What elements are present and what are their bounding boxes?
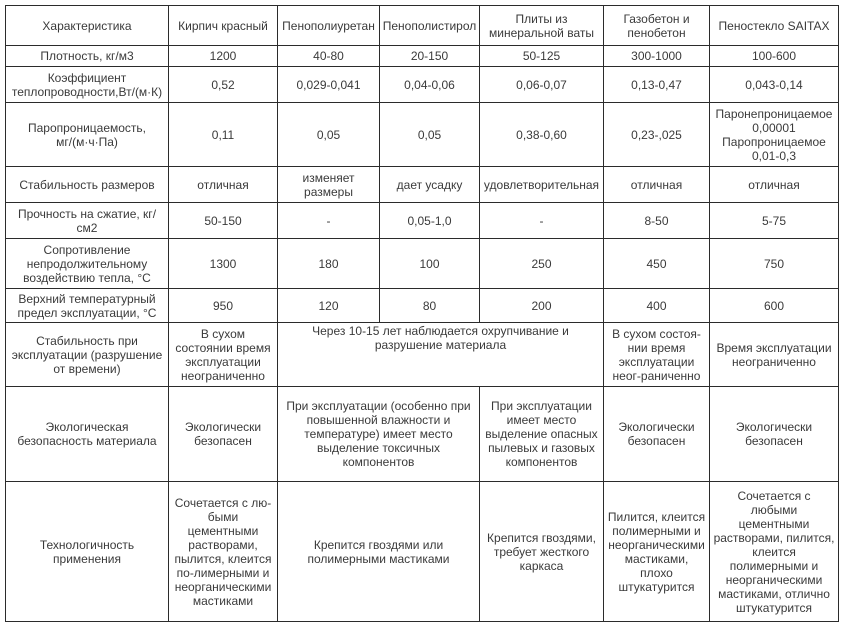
table-cell: 0,52 <box>169 67 278 103</box>
table-cell: 0,06-0,07 <box>480 67 604 103</box>
header-cell-polyurethane: Пенополиуретан <box>278 6 380 46</box>
table-cell: 50-150 <box>169 203 278 239</box>
table-cell: дает усадку <box>380 167 480 203</box>
header-cell-brick: Кирпич красный <box>169 6 278 46</box>
table-row <box>6 46 839 67</box>
table-cell: - <box>278 203 380 239</box>
table-cell: удовлетворительная <box>480 167 604 203</box>
row-label: Технологичность применения <box>6 482 169 622</box>
table-cell: 600 <box>710 289 839 323</box>
table-row <box>6 239 839 289</box>
table-cell: отличная <box>169 167 278 203</box>
table-cell: 0,043-0,14 <box>710 67 839 103</box>
table-row <box>6 67 839 103</box>
table-cell: Время эксплуатации неограниченно <box>710 323 839 387</box>
table-cell: 80 <box>380 289 480 323</box>
table-cell: В сухом состоянии время эксплуатации неограниченно <box>169 323 278 387</box>
row-label: Плотность, кг/м3 <box>6 46 169 67</box>
table-cell: 950 <box>169 289 278 323</box>
row-label: Верхний температурный предел эксплуатации, °С <box>6 289 169 323</box>
table-cell: 250 <box>480 239 604 289</box>
header-cell-characteristic: Характеристика <box>6 6 169 46</box>
header-cell-mineral-wool: Плиты из минеральной ваты <box>480 6 604 46</box>
table-cell: 0,38-0,60 <box>480 103 604 167</box>
table-cell: 0,05 <box>380 103 480 167</box>
row-label: Коэффициент теплопроводности,Вт/(м·К) <box>6 67 169 103</box>
row-label: Сопротивление непродолжительному воздействию тепла, °С <box>6 239 169 289</box>
table-cell: 120 <box>278 289 380 323</box>
table-cell: 0,05-1,0 <box>380 203 480 239</box>
table-cell: 0,05 <box>278 103 380 167</box>
table-cell: Экологически безопасен <box>710 387 839 482</box>
table-cell: отличная <box>710 167 839 203</box>
row-label: Стабильность при эксплуатации (разрушение от времени) <box>6 323 169 387</box>
table-cell: изменяет размеры <box>278 167 380 203</box>
table-cell: 1300 <box>169 239 278 289</box>
table-cell: 0,13-0,47 <box>604 67 710 103</box>
table-cell: При эксплуатации имеет место выделение опасных пылевых и газовых компонентов <box>480 387 604 482</box>
row-label: Прочность на сжатие, кг/ см2 <box>6 203 169 239</box>
header-cell-polystyrene: Пенополистирол <box>380 6 480 46</box>
table-cell: 0,04-0,06 <box>380 67 480 103</box>
table-cell: 0,23-,025 <box>604 103 710 167</box>
table-cell-merged: Крепится гвоздями или полимерными мастиками <box>278 482 480 622</box>
materials-comparison-table <box>5 5 839 622</box>
table-cell: 200 <box>480 289 604 323</box>
table-row <box>6 167 839 203</box>
header-cell-foam-glass: Пеностекло SAITAX <box>710 6 839 46</box>
table-cell: 8-50 <box>604 203 710 239</box>
table-cell: 100-600 <box>710 46 839 67</box>
row-label: Паропроницаемость, мг/(м·ч·Па) <box>6 103 169 167</box>
table-cell: 20-150 <box>380 46 480 67</box>
table-cell: 0,029-0,041 <box>278 67 380 103</box>
table-cell-merged: При эксплуатации (особенно при повышенной влажности и температуре) имеет место выделение токсичных компонентов <box>278 387 480 482</box>
table-row <box>6 103 839 167</box>
header-cell-aerated-concrete: Газобетон и пенобетон <box>604 6 710 46</box>
table-cell: 750 <box>710 239 839 289</box>
table-row <box>6 289 839 323</box>
table-cell: В сухом состоя- нии время эксплуатации неог-раниченно <box>604 323 710 387</box>
table-cell: 450 <box>604 239 710 289</box>
table-cell: 180 <box>278 239 380 289</box>
table-row <box>6 323 839 387</box>
table-cell: Экологически безопасен <box>169 387 278 482</box>
table-cell: Паронепроницаемое 0,00001 Паропроницаемое 0,01-0,3 <box>710 103 839 167</box>
table-cell: Пилится, клеится полимерными и неорганическими мастиками, плохо штукатурится <box>604 482 710 622</box>
row-label: Экологическая безопасность материала <box>6 387 169 482</box>
table-cell: Сочетается с любыми цементными растворами, пилится, клеится полимерными и неорганическими мастиками, отлично штукатурится <box>710 482 839 622</box>
header-row <box>6 6 839 46</box>
table-cell: Крепится гвоздями, требует жесткого каркаса <box>480 482 604 622</box>
table-cell: 0,11 <box>169 103 278 167</box>
table-cell: 1200 <box>169 46 278 67</box>
table-cell-merged: Через 10-15 лет наблюдается охрупчивание и разрушение материала <box>278 323 604 387</box>
table-cell: 40-80 <box>278 46 380 67</box>
table-cell: 5-75 <box>710 203 839 239</box>
table-cell: 400 <box>604 289 710 323</box>
table-row <box>6 203 839 239</box>
table-cell: 50-125 <box>480 46 604 67</box>
table-cell: 100 <box>380 239 480 289</box>
table-cell: отличная <box>604 167 710 203</box>
table-cell: 300-1000 <box>604 46 710 67</box>
table-row <box>6 387 839 482</box>
table-cell: Экологически безопасен <box>604 387 710 482</box>
table-cell: - <box>480 203 604 239</box>
table-cell: Сочетается с лю- быми цементными растворами, пылится, клеится по-лимерными и неорганическими мастиками <box>169 482 278 622</box>
table-row <box>6 482 839 622</box>
row-label: Стабильность размеров <box>6 167 169 203</box>
